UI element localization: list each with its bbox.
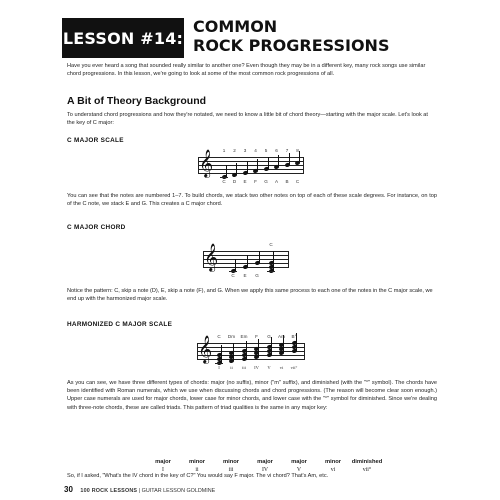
note-label: vii° [290,365,298,370]
note-stem [247,255,248,267]
staff-line [198,169,304,170]
lesson-title-line2: ROCK PROGRESSIONS [193,36,390,55]
note-label: iii [242,365,246,370]
note-stem [226,165,227,177]
note-stem [233,343,234,361]
quality-numeral: vi [330,467,336,473]
intro-paragraph: Have you ever heard a song that sounded really similar to another one? Even though they may be in a different key, many rock songs use similar chord progressions. In this lesson, we're going to look at some of the most common rock progressions of all. [67,63,426,78]
note-label: G [267,334,271,339]
closing-paragraph: So, if I asked, "What's the IV chord in the key of C?" You would say F major. The vi chord? That's Am, etc. [67,473,329,479]
lesson-number-box [62,18,184,58]
note-label: G [264,179,268,184]
note-label: 2 [233,148,236,153]
quality-numeral: I [162,467,164,473]
note-label: 3 [243,148,247,153]
note-stem [235,259,236,271]
quality-name: major [291,459,307,465]
pattern-paragraph: Notice the pattern: C, skip a note (D), E, skip a note (F), and G. When we apply this same process to each one of the notes in the C major scale, we end up with the harmonized major scale. [67,288,433,303]
note-label: I [218,365,220,370]
staff-line [197,355,305,356]
page-footer [64,485,215,494]
barline [303,157,304,174]
chord-types-paragraph: As you can see, we have three different types of chords: major (no suffix), minor ("m" suffix), and diminished (with the "°" symbol). The chords have been identified with Roman numerals, which we use when discussing chords and chord progressions. (The reason will become clear soon enough.) Upper case numerals are used for major chords, lower case for minor chords, and lower case with the "°" symbol for diminished. Since we're dealing with three-note chords, these are called triads. This pattern of triad qualities is the same in any major key: [67,380,437,411]
note-stem [221,345,222,363]
note-label: 1 [222,148,226,153]
quality-numeral: ii [195,467,199,473]
theory-heading: A Bit of Theory Background [67,95,207,107]
series-title: GUITAR LESSON GOLDMINE [141,488,216,494]
staff-line [197,347,305,348]
ledger-line [215,363,223,364]
note-label: B° [291,334,297,339]
note-label: E [243,273,247,278]
footer-separator: | [138,488,141,494]
c-major-scale-staff [198,148,304,184]
note-label: 8 [296,148,299,153]
ledger-line [229,271,237,272]
quality-numeral: IV [261,467,269,473]
c-major-chord-heading: C MAJOR CHORD [67,224,126,231]
theory-paragraph: To understand chord progressions and how they're notated, we need to know a little bit of chord theory—starting with the major scale. Let's look at the key of C major: [67,112,428,127]
note-stem [258,339,259,357]
note-label: C [217,334,221,339]
note-stem [247,161,248,173]
treble-clef-icon: 𝄞 [199,149,214,177]
note-stem [257,159,258,171]
treble-clef-icon: 𝄞 [204,243,219,271]
note-label: G [255,273,259,278]
treble-clef-icon: 𝄞 [198,335,213,363]
book-title: 100 ROCK LESSONS [80,488,138,494]
note-label: F [254,179,257,184]
staff-line [197,351,305,352]
note-label: 5 [264,148,268,153]
scale-paragraph: You can see that the notes are numbered 1–7. To build chords, we stack two other notes on top of each of these scale degrees. For instance, on top of the C note, we stack E and G. This creates a C major chord. [67,193,437,208]
note-stem [289,153,290,165]
page-number: 30 [64,485,73,494]
staff-line [198,173,304,174]
note-label: V [267,365,271,370]
c-major-scale-heading: C MAJOR SCALE [67,137,124,144]
barline [304,343,305,360]
note-stem [273,251,274,271]
note-label: Am [278,334,285,339]
note-stem [271,337,272,355]
lesson-title [193,17,389,55]
quality-name: minor [188,459,206,465]
note-label: ii [230,365,233,370]
note-stem [299,151,300,163]
quality-numeral: V [296,467,302,473]
note-label: C [222,179,226,184]
note-label: vi [279,365,284,370]
note-label: C [295,179,300,184]
note-label: A [274,179,279,184]
barline [288,251,289,268]
note-label: C [269,242,273,247]
quality-numeral: vii° [362,467,372,473]
c-major-chord-staff [203,242,289,278]
staff-line [197,343,305,344]
note-label: 7 [285,148,289,153]
quality-name: diminished [351,459,383,465]
ledger-line [267,271,275,272]
harmonized-scale-heading: HARMONIZED C MAJOR SCALE [67,321,173,328]
lesson-number: LESSON #14: [62,29,184,48]
quality-name: minor [222,459,240,465]
note-label: 4 [254,148,257,153]
quality-name: major [155,459,171,465]
note-stem [278,155,279,167]
note-stem [259,251,260,263]
note-stem [246,341,247,359]
quality-name: minor [324,459,342,465]
note-label: 6 [275,148,278,153]
note-label: D [232,179,237,184]
note-label: F [255,334,258,339]
note-label: C [231,273,235,278]
lesson-title-line1: COMMON [193,17,278,36]
note-label: E [243,179,247,184]
harmonized-scale-staff [197,334,305,370]
ledger-line [220,177,228,178]
staff-line [197,359,305,360]
note-label: Dm [227,334,236,339]
quality-name: major [257,459,273,465]
note-stem [236,163,237,175]
note-label: IV [254,365,259,370]
note-label: B [285,179,289,184]
quality-numeral: iii [228,467,234,473]
note-label: Em [240,334,248,339]
note-stem [268,157,269,169]
